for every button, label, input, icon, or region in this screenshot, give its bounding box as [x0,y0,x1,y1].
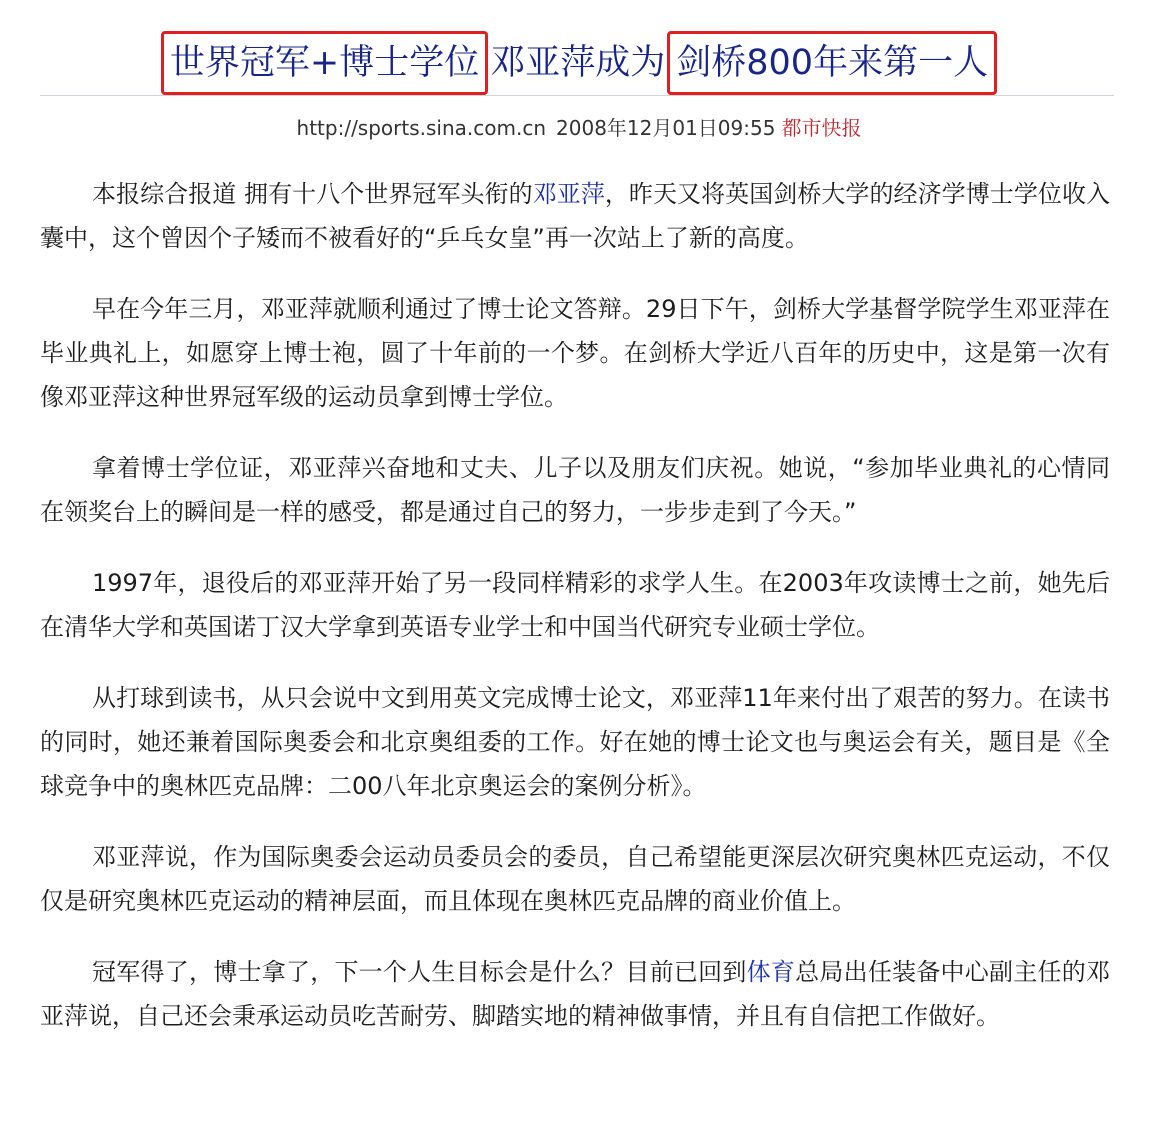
headline-highlight-left [161,31,488,95]
paragraph-2: 早在今年三月，邓亚萍就顺利通过了博士论文答辩。29日下午，剑桥大学基督学院学生邓亚萍在毕业典礼上，如愿穿上博士袍，圆了十年前的一个梦。在剑桥大学近八百年的历史中，这是第一次有像邓亚萍这种世界冠军级的运动员拿到博士学位。 [40,295,1110,411]
paragraph-1 [40,172,1110,260]
paragraph-5: 从打球到读书，从只会说中文到用英文完成博士论文，邓亚萍11年来付出了艰苦的努力。在读书的同时，她还兼着国际奥委会和北京奥组委的工作。好在她的博士论文也与奥运会有关，题目是《全球竞争中的奥林匹克品牌：二00八年北京奥运会的案例分析》。 [40,684,1110,800]
source-name[interactable]: 都市快报 [781,116,862,140]
paragraph-7 [40,950,1110,1038]
publish-datetime: 2008年12月01日09:55 [556,116,776,140]
paragraph-4: 1997年，退役后的邓亚萍开始了另一段同样精彩的求学人生。在2003年攻读博士之前，她先后在清华大学和英国诺丁汉大学拿到英语专业学士和中国当代研究专业硕士学位。 [40,569,1110,641]
source-url[interactable]: http://sports.sina.com.cn [296,116,547,140]
paragraph-1-text-b: ，昨天又将英国剑桥大学的经济学博士学位收入囊中，这个曾因个子矮而不被看好的“乒乓女皇”再一次站上了新的高度。 [40,180,1110,252]
paragraph-6: 邓亚萍说，作为国际奥委会运动员委员会的委员，自己希望能更深层次研究奥林匹克运动，不仅仅是研究奥林匹克运动的精神层面，而且体现在奥林匹克品牌的商业价值上。 [40,843,1110,915]
paragraph-1-text-a: 本报综合报道 拥有十八个世界冠军头衔的 [92,180,533,208]
paragraph-7-text-b: 总局出任装备中心副主任的邓亚萍说，自己还会秉承运动员吃苦耐劳、脚踏实地的精神做事情，并且有自信把工作做好。 [40,958,1111,1030]
article-headline [40,22,1118,103]
headline-highlight-right [667,31,997,95]
paragraph-3: 拿着博士学位证，邓亚萍兴奋地和丈夫、儿子以及朋友们庆祝。她说，“参加毕业典礼的心情同在领奖台上的瞬间是一样的感受，都是通过自己的努力，一步步走到了今天。” [40,454,1110,526]
article-body [40,172,1110,1065]
article-meta [40,113,1118,143]
headline-divider [40,95,1114,96]
person-link[interactable]: 邓亚萍 [532,180,605,208]
paragraph-7-text-a: 冠军得了，博士拿了，下一个人生目标会是什么？目前已回到 [92,958,747,986]
headline-part-3: 剑桥800年来第一人 [676,43,989,83]
sports-link[interactable]: 体育 [746,958,796,986]
headline-part-2: 邓亚萍成为 [490,43,666,83]
headline-part-1: 世界冠军+博士学位 [169,43,480,83]
